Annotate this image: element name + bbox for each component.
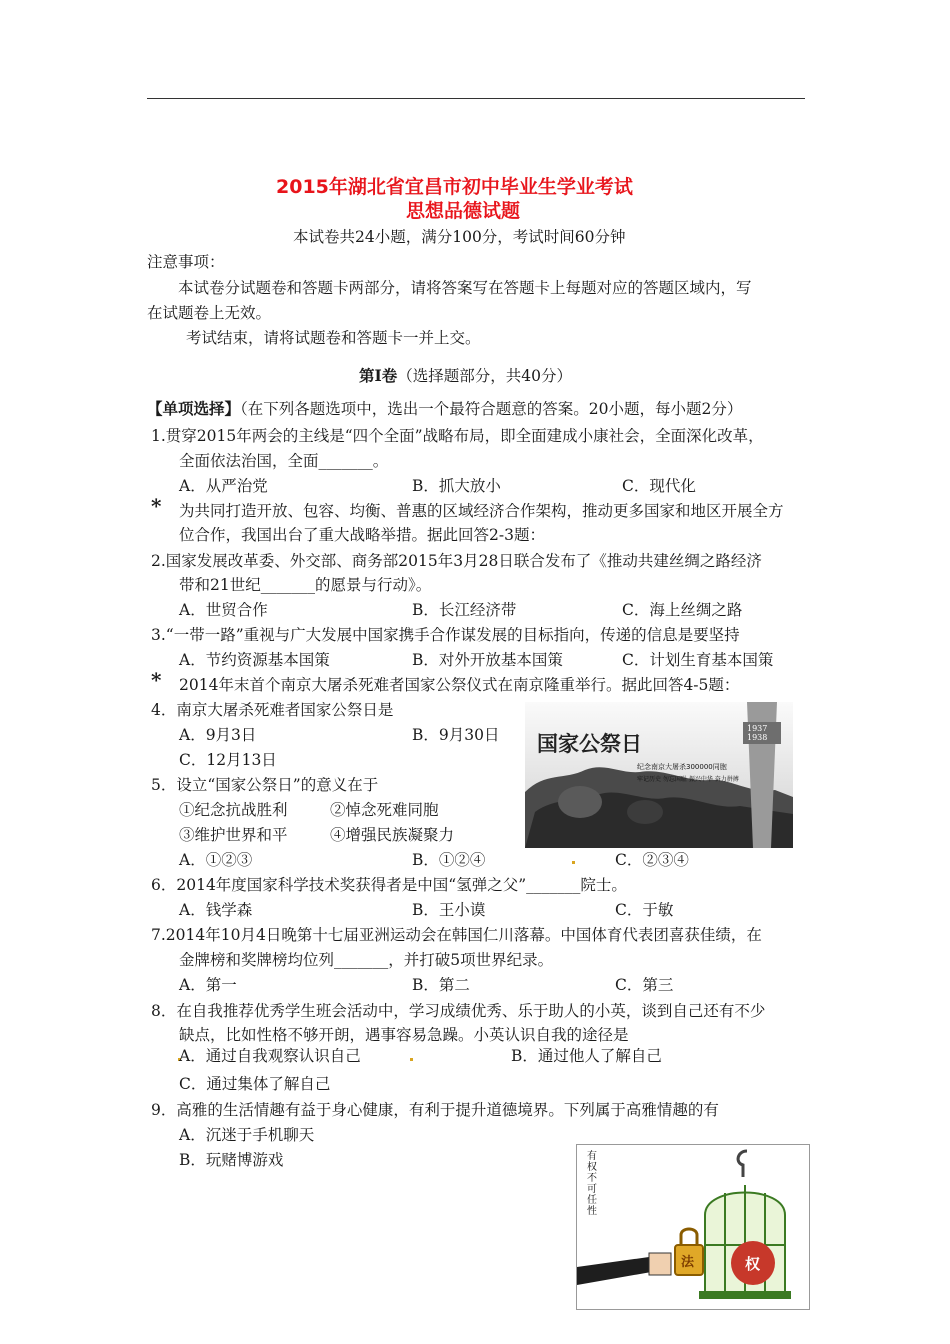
question-stem: 1.贯穿2015年两会的主线是“四个全面”战略布局，即全面建成小康社会，全面深化改革，: [151, 427, 764, 445]
lock-label: 法: [681, 1255, 695, 1270]
option-c: C．计划生育基本国策: [622, 651, 774, 669]
option-a: A．世贸合作: [179, 601, 268, 619]
top-rule: [147, 98, 805, 99]
instruction-text: （在下列各题选项中，选出一个最符合题意的答案。20小题，每小题2分）: [240, 400, 743, 418]
memorial-day-big-text: 国家公祭日: [537, 731, 642, 756]
option-c: C．海上丝绸之路: [622, 601, 743, 619]
memorial-day-heading: [537, 728, 642, 758]
option-b: B．对外开放基本国策: [412, 651, 563, 669]
question-stem: 3.“一带一路”重视与广大发展中国家携手合作谋发展的目标指向，传递的信息是要坚持: [151, 626, 740, 644]
option-b: B．抓大放小: [412, 477, 501, 495]
option-a: A．①②③: [179, 851, 253, 869]
question-stem: 5．设立“国家公祭日”的意义在于: [151, 776, 379, 794]
option-a: A．从严治党: [179, 477, 268, 495]
material-star: *: [151, 494, 162, 518]
year-bottom: 1938: [747, 733, 768, 742]
option-b: B．通过他人了解自己: [511, 1047, 662, 1065]
exam-subtitle: 本试卷共24小题，满分100分，考试时间60分钟: [293, 228, 626, 246]
statement-1: ①纪念抗战胜利: [179, 801, 288, 819]
part-title-main: 第Ⅰ卷: [359, 366, 398, 385]
question-stem: 带和21世纪_______的愿景与行动》。: [179, 576, 432, 594]
instruction-label: 【单项选择】: [147, 399, 241, 418]
material-text: 位合作，我国出台了重大战略举措。据此回答2-3题：: [179, 526, 545, 544]
subject-title: 思想品德试题: [406, 200, 521, 222]
option-b: B．9月30日: [412, 726, 500, 744]
option-c: C．于敏: [615, 901, 674, 919]
memorial-caption-2: 牢记历史 勿忘国耻 振兴中华 奋力拼搏: [637, 776, 739, 783]
stray-dot: [410, 1058, 413, 1061]
memorial-caption-1: 纪念南京大屠杀300000同胞: [637, 763, 727, 771]
option-a: A．钱学森: [179, 901, 253, 919]
option-a: A．9月3日: [179, 726, 257, 744]
statement-4: ④增强民族凝聚力: [330, 826, 455, 844]
stray-dot: [572, 861, 575, 864]
question-stem: 金牌榜和奖牌榜均位列_______，并打破5项世界纪录。: [179, 951, 554, 969]
option-c: C．现代化: [622, 477, 696, 495]
option-b: B．第二: [412, 976, 470, 994]
power-ball-label: 权: [745, 1255, 761, 1273]
material-text: 2014年末首个南京大屠杀死难者国家公祭仪式在南京隆重举行。据此回答4-5题：: [179, 676, 740, 694]
question-stem: 8．在自我推荐优秀学生班会活动中，学习成绩优秀、乐于助人的小英，谈到自己还有不少: [151, 1002, 766, 1020]
option-b: B．①②④: [412, 851, 486, 869]
part-title-note: （选择题部分，共40分）: [397, 367, 572, 385]
question-stem: 4．南京大屠杀死难者国家公祭日是: [151, 701, 394, 719]
power-cage-graphic: [577, 1145, 809, 1309]
question-stem: 全面依法治国，全面_______。: [179, 452, 389, 470]
cartoon-caption: 有权不可任性: [587, 1151, 597, 1217]
option-b: B．王小谟: [412, 901, 486, 919]
option-c: C．12月13日: [179, 751, 277, 769]
option-a: A．通过自我观察认识自己: [179, 1047, 361, 1065]
option-c: C．通过集体了解自己: [179, 1075, 331, 1093]
year-top: 1937: [747, 724, 768, 733]
notes-heading: 注意事项：: [147, 253, 225, 271]
statement-2: ②悼念死难同胞: [330, 801, 439, 819]
memorial-years: [747, 724, 767, 742]
option-b: B．玩赌博游戏: [179, 1151, 284, 1169]
material-star: *: [151, 668, 162, 692]
section-instruction: [147, 398, 742, 420]
question-stem: 7.2014年10月4日晚第十七届亚洲运动会在韩国仁川落幕。中国体育代表团喜获佳绩，在: [151, 926, 762, 944]
memorial-day-image: [525, 702, 793, 848]
question-stem: 6．2014年度国家科学技术奖获得者是中国“氢弹之父”_______院士。: [151, 876, 627, 894]
power-cage-cartoon: [576, 1144, 810, 1310]
option-c: C．第三: [615, 976, 674, 994]
notes-line: 本试卷分试题卷和答题卡两部分，请将答案写在答题卡上每题对应的答题区域内，写: [178, 279, 752, 297]
notes-line: 考试结束，请将试题卷和答题卡一并上交。: [186, 329, 481, 347]
option-a: A．节约资源基本国策: [179, 651, 330, 669]
option-b: B．长江经济带: [412, 601, 517, 619]
option-a: A．沉迷于手机聊天: [179, 1126, 315, 1144]
notes-line: 在试题卷上无效。: [147, 304, 272, 322]
question-stem: 9．高雅的生活情趣有益于身心健康，有利于提升道德境界。下列属于高雅情趣的有: [151, 1101, 719, 1119]
option-c: C．②③④: [615, 851, 689, 869]
option-a: A．第一: [179, 976, 237, 994]
material-text: 为共同打造开放、包容、均衡、普惠的区域经济合作架构，推动更多国家和地区开展全方: [179, 502, 784, 520]
question-stem: 缺点，比如性格不够开朗，遇事容易急躁。小英认识自我的途径是: [179, 1026, 629, 1044]
part-title: [359, 365, 572, 387]
statement-3: ③维护世界和平: [179, 826, 288, 844]
question-stem: 2.国家发展改革委、外交部、商务部2015年3月28日联合发布了《推动共建丝绸之路经济: [151, 552, 762, 570]
exam-title: 2015年湖北省宜昌市初中毕业生学业考试: [276, 176, 633, 198]
